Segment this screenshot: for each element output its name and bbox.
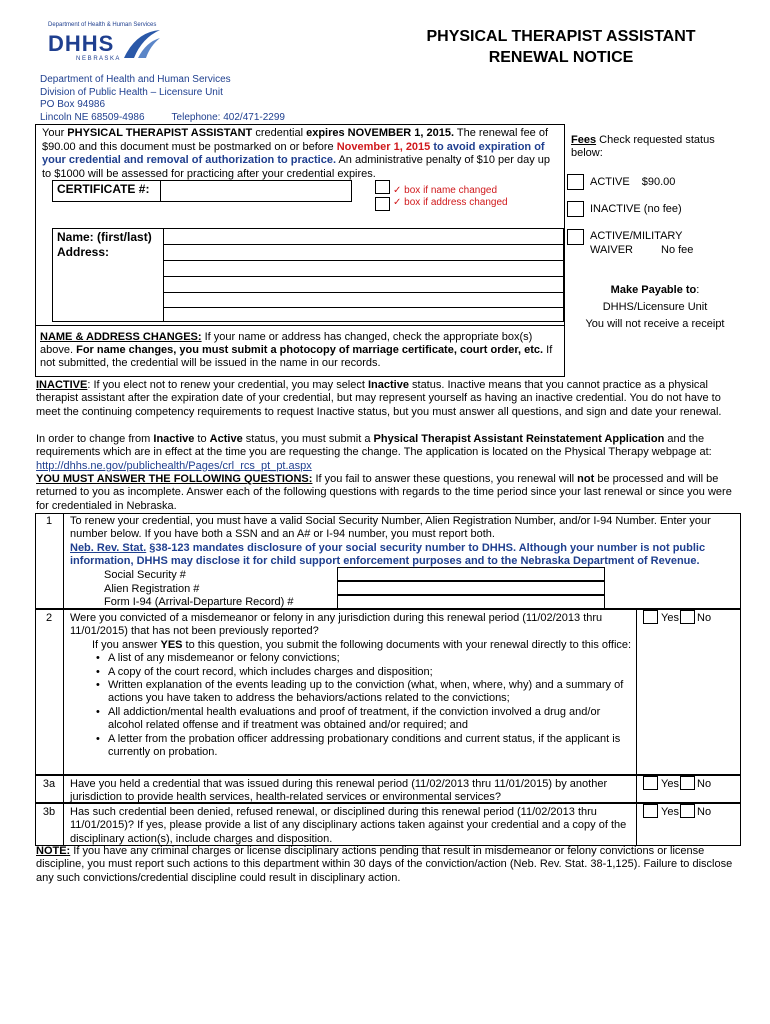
question-2-number: 2 xyxy=(45,612,53,624)
ssn-input[interactable] xyxy=(337,567,605,581)
must-answer-text: YOU MUST ANSWER THE FOLLOWING QUESTIONS: If you fail to answer these questions, you renewal will not be processed and will be returned to you as incomplete. Answer each of the following questions with regards to the time period since your last renewal or since you were for credentialed in Nebraska. xyxy=(36,473,732,512)
page-title xyxy=(380,26,742,68)
renewal-notice-text: Your PHYSICAL THERAPIST ASSISTANT credential expires NOVEMBER 1, 2015. The renewal fee of $90.00 and this document must be postmarked on or before November 1, 2015 to avoid expiration of your credential and removal of authorization to practice. An administrative penalty of $10 per day up to $1000 will be assessed for practicing after your credential expires. xyxy=(42,127,551,180)
address-line-1: Department of Health and Human Services xyxy=(40,74,231,85)
certificate-input[interactable] xyxy=(162,181,350,201)
alien-registration-input[interactable] xyxy=(337,581,605,595)
question-2-no-label: No xyxy=(697,612,712,624)
payable-info: Make Payable to: DHHS/Licensure Unit You will not receive a receipt xyxy=(585,284,725,330)
dhhs-logo xyxy=(40,22,180,72)
address-line-4: Lincoln NE 68509-4986 xyxy=(40,111,145,123)
title-line-1: PHYSICAL THERAPIST ASSISTANT xyxy=(426,28,696,45)
question-2-no-checkbox[interactable] xyxy=(680,610,695,624)
required-documents-list xyxy=(92,652,632,759)
list-item: • Written explanation of the events leading up to the conviction (what, when, where, why) and a summary of actions you have taken to address the behaviors/actions related to the convictions; xyxy=(108,679,632,706)
question-3a-no-label: No xyxy=(697,778,712,790)
address-label: Address: xyxy=(57,245,110,259)
question-3a-yes-label: Yes xyxy=(661,778,679,790)
inactive-option: INACTIVE (no fee) xyxy=(590,203,682,215)
active-option: ACTIVE $90.00 xyxy=(590,176,676,188)
address-line-2: Division of Public Health – Licensure Unit xyxy=(40,86,223,98)
name-changed-label: ✓ box if name changed xyxy=(393,185,498,196)
note-text: NOTE: If you have any criminal charges or license disciplinary actions pending that result in misdemeanor or felony convictions or license discipline, you must report such actions to this department within 30 days of the conviction/action (Neb. Rev. Stat. 38-1,125). Failure to disclose any such convictions/credential discipline could result in disciplinary action. xyxy=(36,845,733,884)
name-input[interactable] xyxy=(165,229,563,243)
logo-main-text: DHHS xyxy=(48,31,115,56)
logo-swoosh-icon xyxy=(122,28,162,60)
question-3b-yes-label: Yes xyxy=(661,806,679,818)
logo-top-text: Department of Health & Human Services xyxy=(48,22,157,28)
question-3a-number: 3a xyxy=(42,778,56,790)
fees-heading: Fees Check requested status below: xyxy=(571,134,715,159)
address-input[interactable] xyxy=(165,245,563,305)
question-3a-yes-checkbox[interactable] xyxy=(643,776,658,790)
certificate-label: CERTIFICATE #: xyxy=(57,182,150,196)
active-checkbox[interactable] xyxy=(567,174,584,190)
question-1-number: 1 xyxy=(45,515,53,527)
id-field-labels: Social Security # Alien Registration # Form I-94 (Arrival-Departure Record) # xyxy=(104,569,294,608)
question-3b-yes-checkbox[interactable] xyxy=(643,804,658,818)
military-checkbox[interactable] xyxy=(567,229,584,245)
title-line-2: RENEWAL NOTICE xyxy=(488,49,634,66)
name-changed-checkbox[interactable] xyxy=(375,180,390,194)
question-1-text: To renew your credential, you must have a valid Social Security Number, Alien Registration Number, and/or I-94 Number. Enter your number below. If you have both a SSN and an A# or I-94 number, you must report both. Neb. Rev. Stat. §38-123 mandates disclosure of your social security number to DHHS. Although your number is not public information, DHHS may disclose it for child support enforcement purposes and to the Nebraska Department of Revenue. xyxy=(70,515,711,568)
agency-address xyxy=(40,74,285,124)
reinstatement-text: In order to change from Inactive to Active status, you must submit a Physical Therapist Assistant Reinstatement Application and the requirements which are in effect at the time you are requesting the change. The application is located on the Physical Therapy webpage at: http://dhhs.ne.gov/publichealth/Pages/crl_rcs_pt_pt.aspx xyxy=(36,433,712,472)
question-3a-no-checkbox[interactable] xyxy=(680,776,695,790)
inactive-section: INACTIVE: If you elect not to renew your credential, you may select Inactive status. Inactive means that you cannot practice as a physical therapist assistant after the expiration date of your credential, but may represent yourself as having an inactive credential. You do not have to meet the continuing competency requirements to request Inactive status, but you must answer all questions, and sign and date your renewal. xyxy=(36,379,722,418)
list-item: • A copy of the court record, which includes charges and disposition; xyxy=(108,666,632,679)
expiry-date: November 1, 2015 xyxy=(336,140,431,153)
military-option: ACTIVE/MILITARY WAIVER No fee xyxy=(590,230,694,256)
reinstatement-link[interactable]: http://dhhs.ne.gov/publichealth/Pages/crl_rcs_pt_pt.aspx xyxy=(36,459,312,472)
list-item: • All addiction/mental health evaluations and proof of treatment, if the conviction involved a drug and/or alcohol related offense and if treatment was obtained and/or required; and xyxy=(108,706,632,733)
address-line-3: PO Box 94986 xyxy=(40,99,106,110)
question-2-yes-label: Yes xyxy=(661,612,679,624)
agency-phone: Telephone: 402/471-2299 xyxy=(171,111,285,123)
i94-input[interactable] xyxy=(337,595,605,609)
name-label: Name: (first/last) xyxy=(57,230,152,244)
address-changed-checkbox[interactable] xyxy=(375,197,390,211)
logo-sub-text: N E B R A S K A xyxy=(76,56,120,62)
question-3b-no-checkbox[interactable] xyxy=(680,804,695,818)
question-3b-text: Has such credential been denied, refused renewal, or disciplined during this renewal period (11/02/2013 thru 11/01/2015)? If yes, please provide a list of any disciplinary actions taken against your credential and a copy of the disciplinary action(s), include charges and disposition. xyxy=(70,806,627,845)
question-2-yes-checkbox[interactable] xyxy=(643,610,658,624)
name-address-changes-text: NAME & ADDRESS CHANGES: If your name or address has changed, check the appropriate box(s) above. For name changes, you must submit a photocopy of marriage certificate, court order, etc. If not submitted, the credential will be issued in the name in our records. xyxy=(40,331,553,369)
question-3b-no-label: No xyxy=(697,806,712,818)
address-changed-label: ✓ box if address changed xyxy=(393,197,508,208)
question-2-text: Were you convicted of a misdemeanor or felony in any jurisdiction during this renewal period (11/02/2013 thru 11/01/2015) that has not been previously reported? If you answer YES to this question, you submit the following documents with your renewal directly to this office: • A list of any misdemeanor or felony convictions; • A copy of the court record, which includes charges and disposition; • Written explanation of the events leading up to the conviction (what, when, where, why) and a summary of actions you have taken to address the behaviors/actions related to the convictions; • All addiction/mental health evaluations and proof of treatment, if the conviction involved a drug and/or alcohol related offense and if treatment was obtained and/or required; and • A letter from the probation officer addressing probationary conditions and current status, if the applicant is currently on probation. xyxy=(70,612,632,759)
inactive-checkbox[interactable] xyxy=(567,201,584,217)
question-3b-number: 3b xyxy=(42,806,56,818)
list-item: • A letter from the probation officer addressing probationary conditions and current status, if the applicant is currently on probation. xyxy=(108,733,632,760)
list-item: • A list of any misdemeanor or felony convictions; xyxy=(108,652,632,665)
question-3a-text: Have you held a credential that was issued during this renewal period (11/02/2013 thru 11/01/2015) by another jurisdiction to provide health services, health-related services or environmental services? xyxy=(70,778,608,804)
